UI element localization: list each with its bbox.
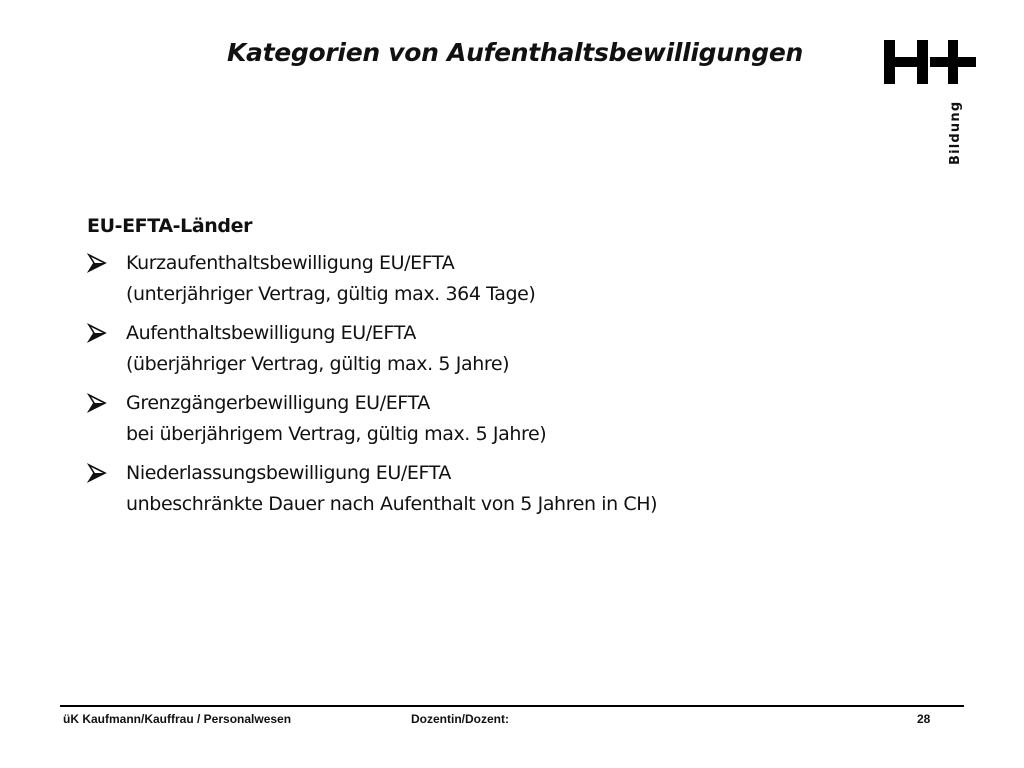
arrow-bullet-icon (87, 463, 107, 483)
h-plus-logo-icon (884, 38, 976, 86)
list-item (87, 248, 947, 310)
item-title: Grenzgängerbewilligung EU/EFTA (126, 392, 430, 414)
item-title: Kurzaufenthaltsbewilligung EU/EFTA (126, 252, 455, 274)
arrow-bullet-icon (87, 253, 107, 273)
section-heading: EU-EFTA-Länder (87, 215, 253, 237)
item-title: Niederlassungsbewilligung EU/EFTA (126, 462, 451, 484)
bullet-list (87, 248, 947, 520)
arrow-bullet-icon (87, 323, 107, 343)
item-detail: (überjähriger Vertrag, gültig max. 5 Jahre) (126, 353, 510, 375)
slide-title: Kategorien von Aufenthaltsbewilligungen (226, 38, 803, 67)
logo-subtitle: Bildung (948, 100, 963, 165)
list-item (87, 458, 947, 520)
list-item (87, 318, 947, 380)
item-detail: (unterjähriger Vertrag, gültig max. 364 Tage) (126, 283, 536, 305)
arrow-bullet-icon (87, 393, 107, 413)
footer-divider (60, 705, 964, 707)
item-detail: bei überjährigem Vertrag, gültig max. 5 Jahre) (126, 423, 547, 445)
footer-lecturer-label: Dozentin/Dozent: (411, 712, 509, 726)
list-item (87, 388, 947, 450)
page-number: 28 (917, 712, 931, 726)
footer-course: üK Kaufmann/Kauffrau / Personalwesen (63, 712, 292, 726)
item-title: Aufenthaltsbewilligung EU/EFTA (126, 322, 416, 344)
item-detail: unbeschränkte Dauer nach Aufenthalt von 5 Jahren in CH) (126, 493, 658, 515)
content (87, 215, 947, 528)
